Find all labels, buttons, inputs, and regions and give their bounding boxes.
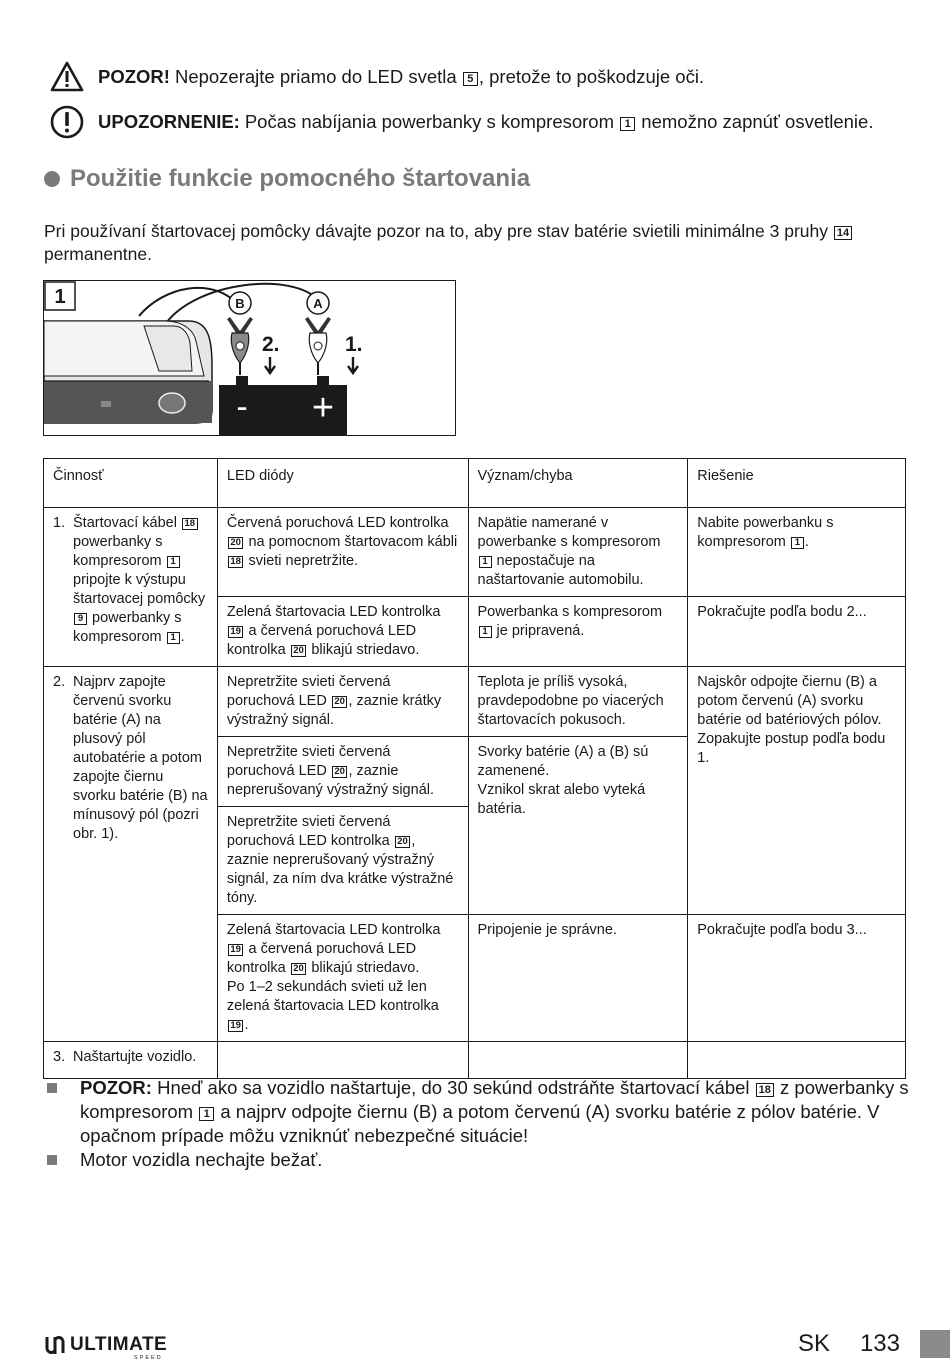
language-code: SK — [797, 1330, 830, 1357]
square-bullet-icon — [47, 1083, 57, 1093]
clamp-b-label: B — [235, 296, 245, 311]
step2-meaning-2: Svorky batérie (A) a (B) sú zamenené. Vznikol skrat alebo vyteká batéria. — [468, 737, 688, 915]
brand-name: ULTIMATE — [70, 1334, 168, 1355]
step3-activity: 3. Naštartujte vozidlo. — [44, 1042, 218, 1079]
step2-meaning-4: Pripojenie je správne. — [468, 915, 688, 1042]
step2-marker: 2. — [262, 333, 280, 356]
table-row — [44, 667, 906, 737]
bullet-dot — [44, 171, 60, 187]
step1-led-2: Zelená štartovacia LED kontrolka 19 a červená poruchová LED kontrolka 20 blikajú striedavo. — [217, 597, 468, 667]
step2-activity: 2. Najprv zapojte červenú svorku batérie (A) na plusový pól autobatérie a potom zapojte čiernu svorku batérie (B) na mínusový pól (pozri obr. 1). — [44, 667, 218, 1042]
brand-sub: SPEED — [134, 1355, 163, 1361]
battery-plus-label: + — [311, 387, 335, 429]
page-info — [798, 1330, 950, 1358]
step1-activity: 1. Štartovací kábel 18 powerbanky s kompresorom 1 pripojte k výstupu štartovacej pomôcky 9 powerbanky s kompresorom 1 . — [44, 508, 218, 667]
ref-box: 14 — [834, 226, 852, 240]
figure-jump-start — [43, 280, 456, 436]
caution-text: Počas nabíjania powerbanky s kompresorom 1 nemožno zapnúť osvetlenie. — [244, 111, 874, 132]
section-title — [44, 165, 530, 193]
step2-led-1: Nepretržite svieti červená poruchová LED 20 , zaznie krátky výstražný signál. — [217, 667, 468, 737]
bullet-list — [44, 1076, 914, 1172]
step2-solution-group: Najskôr odpojte čiernu (B) a potom červenú (A) svorku batérie od batériových pólov. Zopakujte postup podľa bodu 1. — [688, 667, 906, 915]
step1-marker: 1. — [345, 333, 363, 356]
square-bullet-icon — [47, 1155, 57, 1165]
step2-led-2: Nepretržite svieti červená poruchová LED 20 , zaznie neprerušovaný výstražný signál. — [217, 737, 468, 807]
step2-led-3: Nepretržite svieti červená poruchová LED kontrolka 20 , zaznie neprerušovaný výstražný signál, za ním dva krátke výstražné tóny. — [217, 807, 468, 915]
warning-icon — [50, 60, 84, 94]
table-row — [44, 508, 906, 597]
brand-mark-icon — [44, 1334, 66, 1356]
empty-cell — [688, 1042, 906, 1079]
header-activity: Činnosť — [44, 459, 218, 508]
empty-cell — [217, 1042, 468, 1079]
table-header-row — [44, 459, 906, 508]
step2-led-4: Zelená štartovacia LED kontrolka 19 a červená poruchová LED kontrolka 20 blikajú striedavo. Po 1–2 sekundách svieti už len zelená štartovacia LED kontrolka 19 . — [217, 915, 468, 1042]
warning-text: Nepozerajte priamo do LED svetla 5 , pretože to poškodzuje oči. — [174, 66, 705, 87]
ref-box: 5 — [463, 72, 478, 86]
jump-start-table — [43, 458, 906, 1079]
step1-solution-1: Nabite powerbanku s kompresorom 1 . — [688, 508, 906, 597]
intro-paragraph: Pri používaní štartovacej pomôcky dávajte pozor na to, aby pre stav batérie svietili minimálne 3 pruhy 14 permanentne. — [44, 220, 914, 266]
step1-led-1: Červená poruchová LED kontrolka 20 na pomocnom štartovacom kábli 18 svieti nepretržite. — [217, 508, 468, 597]
header-solution: Riešenie — [688, 459, 906, 508]
brand-logo — [44, 1334, 168, 1361]
figure-number: 1 — [54, 286, 66, 308]
section-title-text: Použitie funkcie pomocného štartovania — [70, 165, 531, 192]
step2-meaning-1: Teplota je príliš vysoká, pravdepodobne po viacerých štartovacích pokusoch. — [468, 667, 688, 737]
table-row — [44, 1042, 906, 1079]
warning-label: POZOR! — [98, 66, 170, 87]
caution-label: UPOZORNENIE: — [98, 111, 240, 132]
battery-minus-label: - — [236, 388, 248, 426]
step1-solution-2: Pokračujte podľa bodu 2... — [688, 597, 906, 667]
page-marker — [920, 1330, 950, 1358]
list-item: POZOR: Hneď ako sa vozidlo naštartuje, do 30 sekúnd odstráňte štartovací kábel 18 z powerbanky s kompresorom 1 a najprv odpojte čiernu (B) a potom červenú (A) svorku batérie z pólov batérie. V opačnom prípade môžu vzniknúť nebezpečné situácie! — [44, 1076, 914, 1148]
caution-note — [50, 105, 873, 139]
step2-solution-4: Pokračujte podľa bodu 3... — [688, 915, 906, 1042]
clamp-a-label: A — [313, 296, 323, 311]
header-meaning: Význam/chyba — [468, 459, 688, 508]
step1-meaning-1: Napätie namerané v powerbanke s kompresorom 1 nepostačuje na naštartovanie automobilu. — [468, 508, 688, 597]
step1-meaning-2: Powerbanka s kompresorom 1 je pripravená. — [468, 597, 688, 667]
warning-note — [50, 60, 704, 94]
empty-cell — [468, 1042, 688, 1079]
page-number: 133 — [859, 1330, 900, 1357]
figure-illustration — [44, 281, 455, 435]
header-led: LED diódy — [217, 459, 468, 508]
exclamation-icon — [50, 105, 84, 139]
list-item: Motor vozidla nechajte bežať. — [44, 1148, 914, 1172]
ref-box: 1 — [620, 117, 635, 131]
